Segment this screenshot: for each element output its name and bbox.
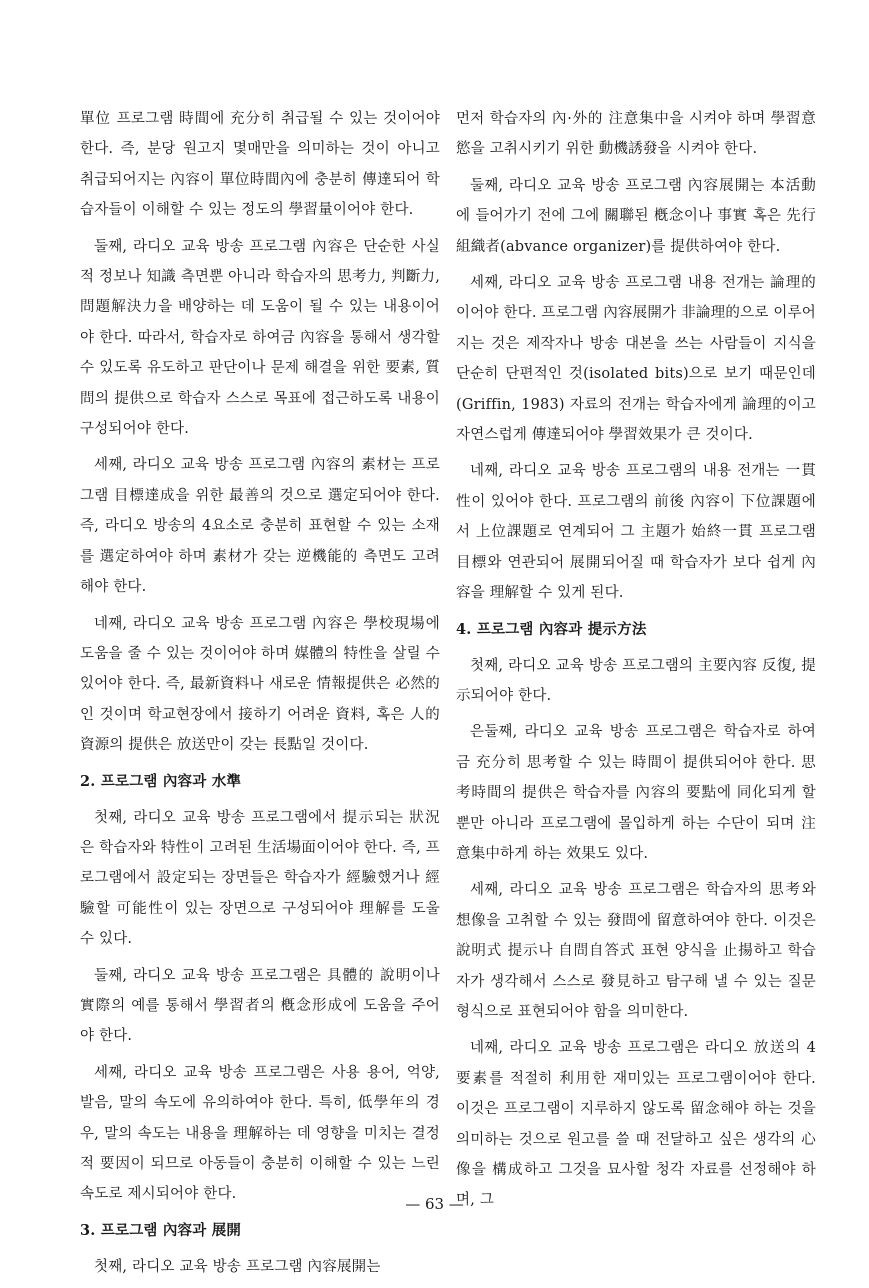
paragraph: 單位 프로그램 時間에 充分히 취급될 수 있는 것이어야 한다. 즉, 분당 원고지 몇매만을 의미하는 것이 아니고 취급되어지는 內容이 單位時間內에 충분히 傳達되어 학습자들이 이해할 수 있는 정도의 學習量이어야 한다.: [80, 111, 440, 219]
paragraph: 세째, 라디오 교육 방송 프로그램 내용 전개는 論理的이어야 한다. 프로그램 內容展開가 非論理的으로 이루어지는 것은 제작자나 방송 대본을 쓰는 사람들이 지식을 단순히 단편적인 것(isolated bits)으로 보기 때문인데(Griffin, 1983) 자료의 전개는 학습자에게 論理的이고 자연스럽게 傳達되어야 學習效果가 큰 것이다.: [456, 275, 816, 444]
paragraph: 둘째, 라디오 교육 방송 프로그램은 具體的 說明이나 實際의 예를 통해서 學習者의 槪念形成에 도움을 주어야 한다.: [80, 967, 440, 1045]
paragraph: 둘째, 라디오 교육 방송 프로그램 內容은 단순한 사실적 정보나 知識 측면뿐 아니라 학습자의 思考力, 判斷力, 問題解決力을 배양하는 데 도움이 될 수 있는 내용이어야 한다. 따라서, 학습자로 하여금 內容을 통해서 생각할 수 있도록 유도하고 판단이나 문제 해결을 위한 要素, 質問의 提供으로 학습자 스스로 목표에 접근하도록 내용이 구성되어야 한다.: [80, 238, 440, 438]
paragraph: 둘째, 라디오 교육 방송 프로그램 內容展開는 本活動에 들어가기 전에 그에 關聯된 槪念이나 事實 혹은 先行組織者(abvance organizer)를 提供하여야 한다.: [456, 177, 816, 255]
section-heading: 2. 프로그램 內容과 水準: [80, 772, 242, 790]
paragraph: 네째, 라디오 교육 방송 프로그램의 내용 전개는 一貫性이 있어야 한다. 프로그램의 前後 內容이 下位課題에서 上位課題로 연계되어 그 主題가 始終一貫 프로그램 目標와 연관되어 展開되어질 때 학습자가 보다 쉽게 內容을 理解할 수 있게 된다.: [456, 463, 816, 602]
paragraph: 세째, 라디오 교육 방송 프로그램은 학습자의 思考와 想像을 고취할 수 있는 發問에 留意하여야 한다. 이것은 說明式 提示나 自問自答式 표현 양식을 止揚하고 학습자가 생각해서 스스로 發見하고 탐구해 낼 수 있는 질문 형식으로 표현되어야 함을 의미한다.: [456, 882, 816, 1020]
paragraph: 먼저 학습자의 內·外的 注意集中을 시켜야 하며 學習意慾을 고취시키기 위한 動機誘發을 시켜야 한다.: [456, 111, 816, 158]
paragraph: 세째, 라디오 교육 방송 프로그램 內容의 素材는 프로그램 目標達成을 위한 最善의 것으로 選定되어야 한다. 즉, 라디오 방송의 4요소로 충분히 표현할 수 있는 소재를 選定하여야 하며 素材가 갖는 逆機能的 측면도 고려해야 한다.: [80, 457, 440, 596]
paragraph: 첫째, 라디오 교육 방송 프로그램에서 提示되는 狀況은 학습자와 特性이 고려된 生活場面이어야 한다. 즉, 프로그램에서 設定되는 장면들은 학습자가 經驗했거나 經驗할 可能性이 있는 장면으로 구성되어야 理解를 도울 수 있다.: [80, 809, 440, 948]
paragraph: 네째, 라디오 교육 방송 프로그램 內容은 學校現場에 도움을 줄 수 있는 것이어야 하며 媒體의 特性을 살릴 수 있어야 한다. 즉, 最新資料나 새로운 情報提供은 必然的인 것이며 학교현장에서 接하기 어려운 資料, 혹은 人的 資源의 提供은 放送만이 갖는 長點일 것이다.: [80, 615, 440, 754]
paragraph: 세째, 라디오 교육 방송 프로그램은 사용 용어, 억양, 발음, 말의 속도에 유의하여야 한다. 특히, 低學年의 경우, 말의 속도는 내용을 理解하는 데 영향을 미치는 결정적 要因이 되므로 아동들이 충분히 이해할 수 있는 느린 속도로 제시되어야 한다.: [80, 1064, 440, 1203]
section-heading: 4. 프로그램 內容과 提示方法: [456, 620, 647, 638]
left-column: [80, 104, 440, 1288]
paragraph: 네째, 라디오 교육 방송 프로그램은 라디오 放送의 4要素를 적절히 利用한 재미있는 프로그램이어야 한다. 이것은 프로그램이 지루하지 않도록 留念해야 하는 것을 의미하는 것으로 원고를 쓸 때 전달하고 싶은 생각의 心像을 構成하고 그것을 묘사할 청각 자료를 선정해야 하며, 그: [456, 1040, 816, 1209]
paragraph: 은둘째, 라디오 교육 방송 프로그램은 학습자로 하여금 充分히 思考할 수 있는 時間이 提供되어야 한다. 思考時間의 提供은 학습자를 內容의 要點에 同化되게 할 뿐만 아니라 프로그램에 몰입하게 하는 수단이 되며 注意集中하게 하는 效果도 있다.: [456, 724, 816, 862]
section-heading: 3. 프로그램 內容과 展開: [80, 1221, 242, 1239]
page-number: — 63 —: [405, 1195, 464, 1213]
right-column: [456, 104, 816, 1222]
paragraph: 첫째, 라디오 교육 방송 프로그램 內容展開는: [94, 1258, 381, 1275]
paragraph: 첫째, 라디오 교육 방송 프로그램의 主要內容 反復, 提示되어야 한다.: [456, 657, 816, 704]
